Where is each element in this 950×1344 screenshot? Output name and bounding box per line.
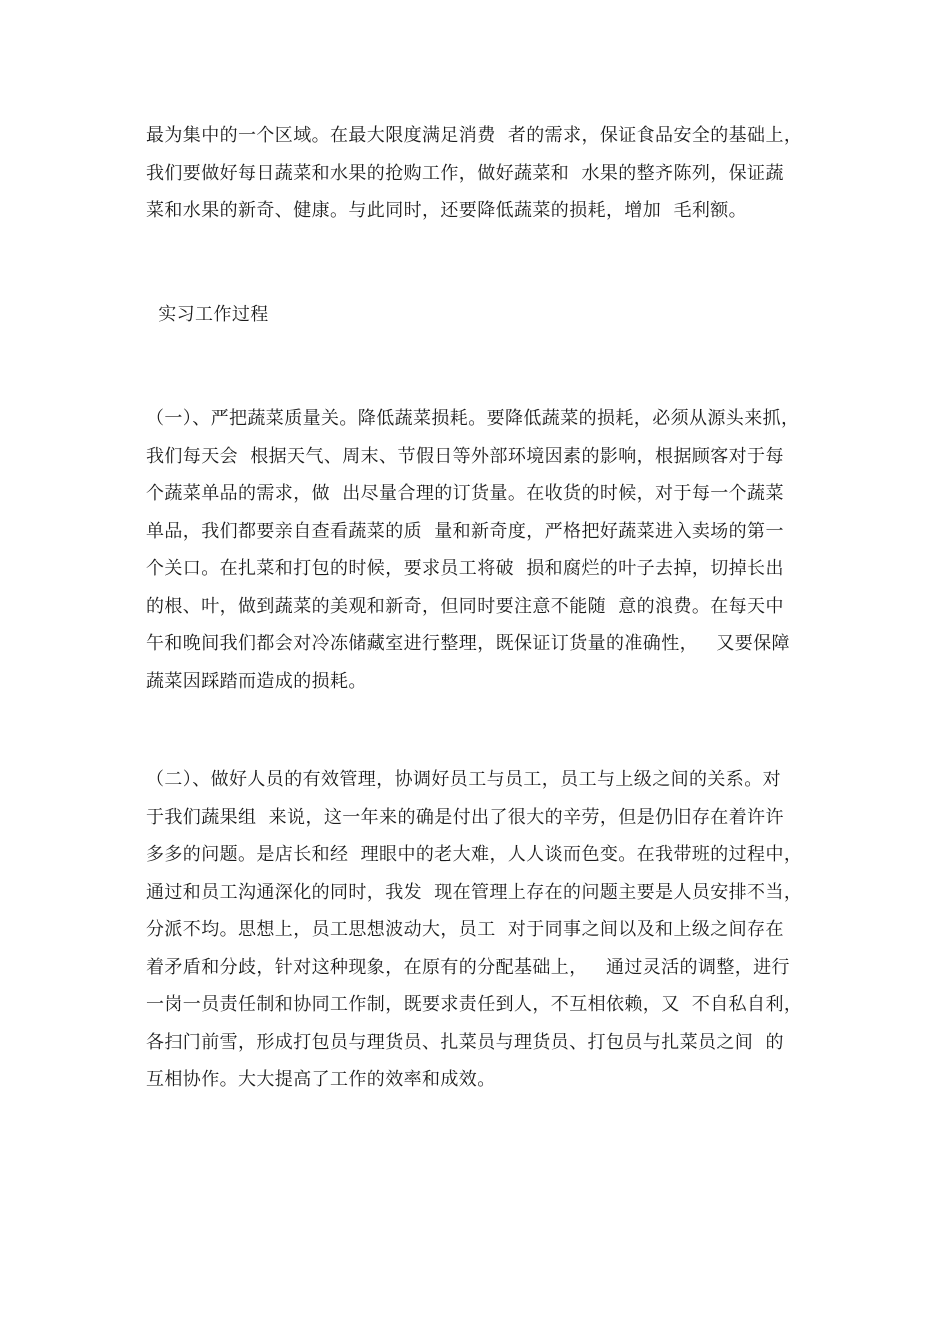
paragraph-quality-control — [146, 400, 816, 700]
text-line: 我们要做好每日蔬菜和水果的抢购工作，做好蔬菜和 水果的整齐陈列，保证蔬 — [146, 162, 784, 184]
text-line: 分派不均。思想上，员工思想波动大，员工 对于同事之间以及和上级之间存在 — [146, 919, 784, 940]
text-line: 个关口。在扎菜和打包的时候，要求员工将破 损和腐烂的叶子去掉，切掉长出 — [146, 558, 784, 579]
text-line: 互相协作。大大提高了工作的效率和成效。 — [146, 1069, 496, 1090]
text-line: （一）、严把蔬菜质量关。降低蔬菜损耗。要降低蔬菜的损耗，必须从源头来抓， — [146, 408, 800, 429]
text-line: 一岗一员责任制和协同工作制，既要求责任到人，不互相依赖，又 不自私自利， — [146, 994, 803, 1015]
text-line: 多多的问题。是店长和经 理眼中的老大难，人人谈而色变。在我带班的过程中， — [146, 844, 803, 865]
text-line: 最为集中的一个区域。在最大限度满足消费 者的需求，保证食品安全的基础上， — [146, 125, 803, 146]
text-line: （二）、做好人员的有效管理，协调好员工与员工，员工与上级之间的关系。对 — [146, 769, 781, 790]
section-heading — [146, 296, 816, 334]
text-line: 蔬菜因踩踏而造成的损耗。 — [146, 670, 367, 692]
paragraph-staff-management — [146, 761, 816, 1099]
text-line: 单品，我们都要亲自查看蔬菜的质 量和新奇度，严格把好蔬菜进入卖场的第一 — [146, 520, 784, 542]
text-line: 个蔬菜单品的需求，做 出尽量合理的订货量。在收货的时候，对于每一个蔬菜 — [146, 483, 784, 504]
text-line: 我们每天会 根据天气、周末、节假日等外部环境因素的影响，根据顾客对于每 — [146, 445, 784, 467]
section-heading-text: 实习工作过程 — [146, 304, 269, 325]
text-line: 午和晚间我们都会对冷冻储藏室进行整理，既保证订货量的准确性， 又要保障 — [146, 633, 790, 654]
text-line: 于我们蔬果组 来说，这一年来的确是付出了很大的辛劳，但是仍旧存在着许许 — [146, 806, 784, 828]
text-line: 的根、叶，做到蔬菜的美观和新奇，但同时要注意不能随 意的浪费。在每天中 — [146, 595, 784, 617]
text-line: 菜和水果的新奇、健康。与此同时，还要降低蔬菜的损耗，增加 毛利额。 — [146, 200, 748, 221]
text-line: 各扫门前雪，形成打包员与理货员、扎菜员与理货员、打包员与扎菜员之间 的 — [146, 1031, 784, 1053]
text-line: 着矛盾和分歧，针对这种现象，在原有的分配基础上， 通过灵活的调整，进行 — [146, 956, 790, 978]
text-line: 通过和员工沟通深化的同时，我发 现在管理上存在的问题主要是人员安排不当， — [146, 881, 803, 903]
intro-paragraph — [146, 117, 816, 230]
